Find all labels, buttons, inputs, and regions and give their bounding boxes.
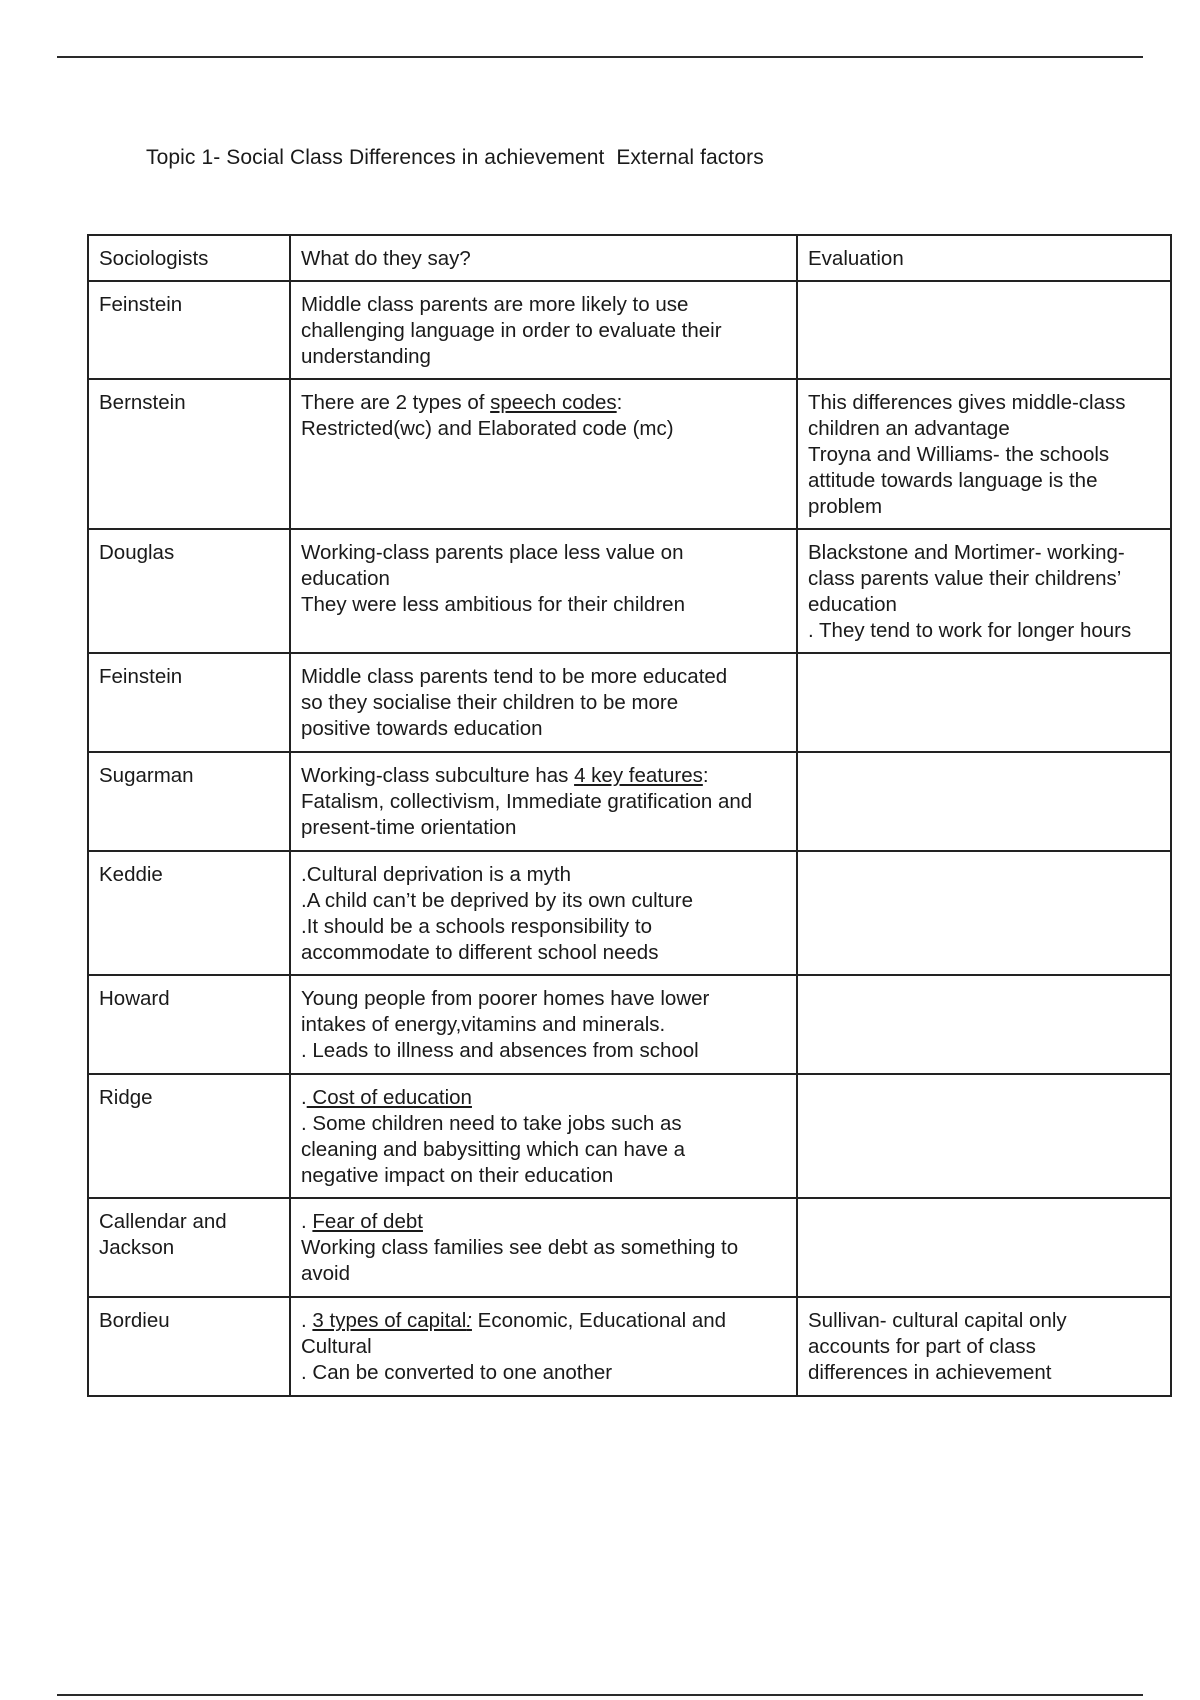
says-text: Working-class subculture has <box>301 764 575 787</box>
underlined-term: Fear of debt <box>312 1210 423 1233</box>
says-text: There are 2 types of <box>301 391 491 414</box>
says-line: Working class families see debt as something to <box>301 1236 739 1259</box>
says-cell <box>290 752 797 851</box>
says-cell <box>290 851 797 975</box>
sociologist-line: Callendar and <box>99 1210 227 1233</box>
sociologist-cell: Douglas <box>88 529 290 653</box>
evaluation-line: differences in achievement <box>808 1361 1052 1384</box>
sociologist-cell: Feinstein <box>88 281 290 379</box>
sociologist-cell <box>88 1198 290 1297</box>
says-line: .It should be a schools responsibility to <box>301 915 652 938</box>
table-row <box>88 529 1171 653</box>
sociologist-cell: Feinstein <box>88 653 290 752</box>
says-line: Young people from poorer homes have lower <box>301 987 710 1010</box>
says-line: intakes of energy,vitamins and minerals. <box>301 1013 666 1036</box>
says-line: . Can be converted to one another <box>301 1361 613 1384</box>
evaluation-line: accounts for part of class <box>808 1335 1036 1358</box>
top-rule <box>57 56 1143 58</box>
says-line: Fatalism, collectivism, Immediate gratification and <box>301 790 753 813</box>
says-line <box>301 763 786 789</box>
evaluation-line: children an advantage <box>808 417 1010 440</box>
says-line <box>301 1308 786 1334</box>
says-text: Economic, Educational and <box>471 1309 727 1332</box>
table-row <box>88 851 1171 975</box>
says-line: Cultural <box>301 1335 372 1358</box>
sociologist-cell: Bordieu <box>88 1297 290 1396</box>
says-cell <box>290 529 797 653</box>
evaluation-line: Troyna and Williams- the schools <box>808 443 1110 466</box>
header-what-they-say: What do they say? <box>290 235 797 281</box>
says-line: positive towards education <box>301 717 543 740</box>
table-row <box>88 1074 1171 1198</box>
table-row <box>88 1198 1171 1297</box>
evaluation-cell <box>797 529 1171 653</box>
sociologist-line: Jackson <box>99 1236 175 1259</box>
evaluation-line: Blackstone and Mortimer- working- <box>808 541 1125 564</box>
says-line: . Some children need to take jobs such as <box>301 1112 682 1135</box>
table-row <box>88 653 1171 752</box>
underlined-term: 3 types of capital <box>312 1309 467 1332</box>
sociologists-table <box>87 234 1172 1397</box>
says-line: . Leads to illness and absences from school <box>301 1039 699 1062</box>
table-row <box>88 281 1171 379</box>
says-line <box>301 390 786 416</box>
says-line: negative impact on their education <box>301 1164 614 1187</box>
says-text: . <box>301 1309 313 1332</box>
says-line: Working-class parents place less value on <box>301 541 684 564</box>
evaluation-line: attitude towards language is the <box>808 469 1098 492</box>
evaluation-cell <box>797 752 1171 851</box>
says-line: Middle class parents tend to be more educated <box>301 665 728 688</box>
table-header-row <box>88 235 1171 281</box>
sociologist-cell: Keddie <box>88 851 290 975</box>
underlined-term: 4 key features <box>574 764 703 787</box>
evaluation-cell <box>797 379 1171 529</box>
underlined-term: : <box>466 1309 472 1332</box>
says-line: Restricted(wc) and Elaborated code (mc) <box>301 417 674 440</box>
bottom-rule <box>57 1694 1143 1696</box>
evaluation-cell <box>797 653 1171 752</box>
sociologist-cell: Howard <box>88 975 290 1074</box>
says-line: understanding <box>301 345 431 368</box>
says-line: .Cultural deprivation is a myth <box>301 863 572 886</box>
table-row <box>88 1297 1171 1396</box>
says-line <box>301 1209 786 1235</box>
underlined-term: Cost of education <box>306 1086 472 1109</box>
says-cell <box>290 975 797 1074</box>
evaluation-cell <box>797 975 1171 1074</box>
sociologist-cell: Bernstein <box>88 379 290 529</box>
says-text: . <box>301 1210 313 1233</box>
says-line: avoid <box>301 1262 351 1285</box>
says-cell <box>290 1074 797 1198</box>
says-cell <box>290 281 797 379</box>
table-row <box>88 975 1171 1074</box>
sociologist-cell: Sugarman <box>88 752 290 851</box>
header-evaluation: Evaluation <box>797 235 1171 281</box>
evaluation-line: Sullivan- cultural capital only <box>808 1309 1067 1332</box>
says-text: : <box>616 391 623 414</box>
evaluation-cell <box>797 281 1171 379</box>
header-sociologists: Sociologists <box>88 235 290 281</box>
says-cell <box>290 1198 797 1297</box>
evaluation-cell <box>797 1297 1171 1396</box>
evaluation-line: . They tend to work for longer hours <box>808 619 1132 642</box>
says-cell <box>290 653 797 752</box>
evaluation-line: education <box>808 593 897 616</box>
evaluation-cell <box>797 1074 1171 1198</box>
says-line <box>301 1085 786 1111</box>
table-row <box>88 379 1171 529</box>
says-line: so they socialise their children to be more <box>301 691 679 714</box>
says-cell <box>290 1297 797 1396</box>
says-line: Middle class parents are more likely to use <box>301 293 689 316</box>
says-text: . <box>301 1086 307 1109</box>
says-line: challenging language in order to evaluate their <box>301 319 722 342</box>
says-line: present-time orientation <box>301 816 517 839</box>
table-row <box>88 752 1171 851</box>
evaluation-line: class parents value their childrens’ <box>808 567 1122 590</box>
sociologist-cell: Ridge <box>88 1074 290 1198</box>
evaluation-line: This differences gives middle-class <box>808 391 1126 414</box>
says-line: accommodate to different school needs <box>301 941 659 964</box>
underlined-term: speech codes <box>490 391 617 414</box>
evaluation-line: problem <box>808 495 883 518</box>
says-cell <box>290 379 797 529</box>
evaluation-cell <box>797 851 1171 975</box>
page-title: Topic 1- Social Class Differences in achievement External factors <box>146 146 764 169</box>
says-text: : <box>702 764 709 787</box>
says-line: education <box>301 567 390 590</box>
says-line: They were less ambitious for their children <box>301 593 685 616</box>
evaluation-cell <box>797 1198 1171 1297</box>
says-line: .A child can’t be deprived by its own culture <box>301 889 693 912</box>
says-line: cleaning and babysitting which can have a <box>301 1138 686 1161</box>
